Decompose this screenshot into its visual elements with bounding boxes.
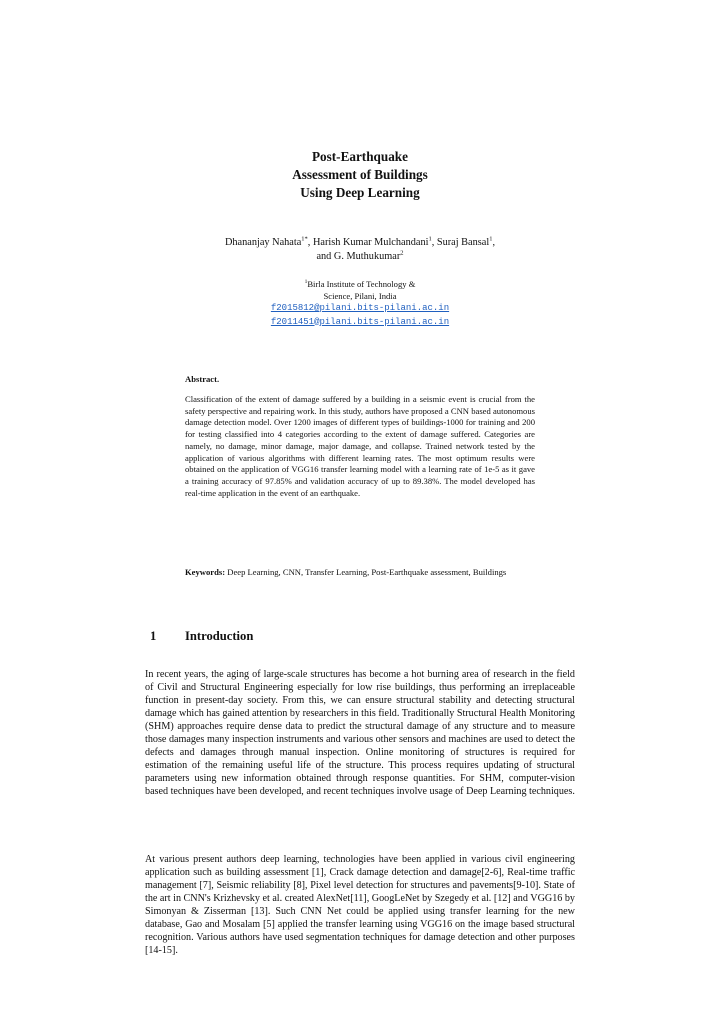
affiliation-institute: Birla Institute of Technology & [307,279,416,289]
author-3-tail: , [492,237,496,248]
author-list [0,236,720,264]
title-line-1: Post-Earthquake [312,149,408,164]
author-1: Dhananjay Nahata [224,237,302,248]
author-line-1 [0,236,720,250]
affiliation [0,279,720,329]
intro-paragraph-2: At various present authors deep learning, technologies have been applied in various civil engineering application such as building assessment [1], Crack damage detection and damage[2-6], Real-time traffic management [7], Seismic reliability [8], Pixel level detection for structures and pavements[9-10]. State of the art in CNN's Krizhevsky et al. created AlexNet[11], GoogLeNet by Szegedy et al. [12] and VGG16 by Simonyan & Zisserman [13]. Such CNN Net could be applied using transfer learning for the new database, Gao and Mosalam [5] applied the transfer learning using VGG16 on the image based structural recognition. Various authors have used segmentation techniques for damage detection and other purposes [14-15]. [145,854,575,957]
title-line-3: Using Deep Learning [300,185,420,200]
email-link-2[interactable]: f2011451@pilani.bits-pilani.ac.in [270,316,450,327]
paper-title [0,148,720,202]
author-2-affil: 1 [428,235,432,243]
abstract-heading: Abstract. [185,374,220,384]
keywords-text: Deep Learning, CNN, Transfer Learning, Post-Earthquake assessment, Buildings [225,567,507,577]
affiliation-marker: 1 [304,279,308,286]
author-4: and G. Muthukumar [316,251,401,262]
section-heading-introduction [150,629,253,644]
affiliation-line-1 [0,279,720,291]
affiliation-line-2: Science, Pilani, India [323,290,397,301]
author-1-affil: 1* [301,235,308,243]
author-3: , Suraj Bansal [431,237,490,248]
keywords-label: Keywords: [185,567,226,577]
title-line-2: Assessment of Buildings [292,167,428,182]
author-3-affil: 1 [489,235,493,243]
keywords [185,567,535,579]
abstract-text: Classification of the extent of damage suffered by a building in a seismic event is crucial from the safety perspective and repairing work. In this study, authors have proposed a CNN based autonomous damage detection model. Over 1200 images of different types of buildings-1000 for training and 200 for testing classified into 4 categories according to the extent of damage suffered. Categories are namely, no damage, minor damage, major damage, and collapse. Trained network tested by the application of various algorithms with different learning rates. The most optimum results were obtained on the application of VGG16 transfer learning model with a learning rate of 1e-5 as it gave a training accuracy of 97.85% and validation accuracy of up to 89.38%. The model developed has real-time application in the event of an earthquake. [185,394,535,498]
intro-paragraph-1: In recent years, the aging of large-scale structures has become a hot burning area of research in the field of Civil and Structural Engineering especially for low rise buildings, thus performing an irreplaceable function in present-day society. From this, we can ensure structural stability and detecting structural damage which has gained attention by researchers in this field. Traditionally Structural Health Monitoring (SHM) approaches require dense data to predict the structural damage of any structure and to measure those damages many inspection instruments and various other sensors and machines are used to detect the defects and damages through manual inspection. Online monitoring of structures is required for estimation of the remaining useful life of the structure. This process requires updating of structural parameters using new information obtained through response quantities. For SHM, computer-vision based techniques have been developed, and recent techniques involve usage of Deep Learning techniques. [145,669,575,798]
email-link-1[interactable]: f2015812@pilani.bits-pilani.ac.in [270,303,450,313]
section-title: Introduction [185,629,254,643]
author-4-affil: 2 [400,249,404,257]
author-line-2 [0,250,720,264]
author-2: , Harish Kumar Mulchandani [307,237,429,248]
section-number: 1 [150,629,157,643]
